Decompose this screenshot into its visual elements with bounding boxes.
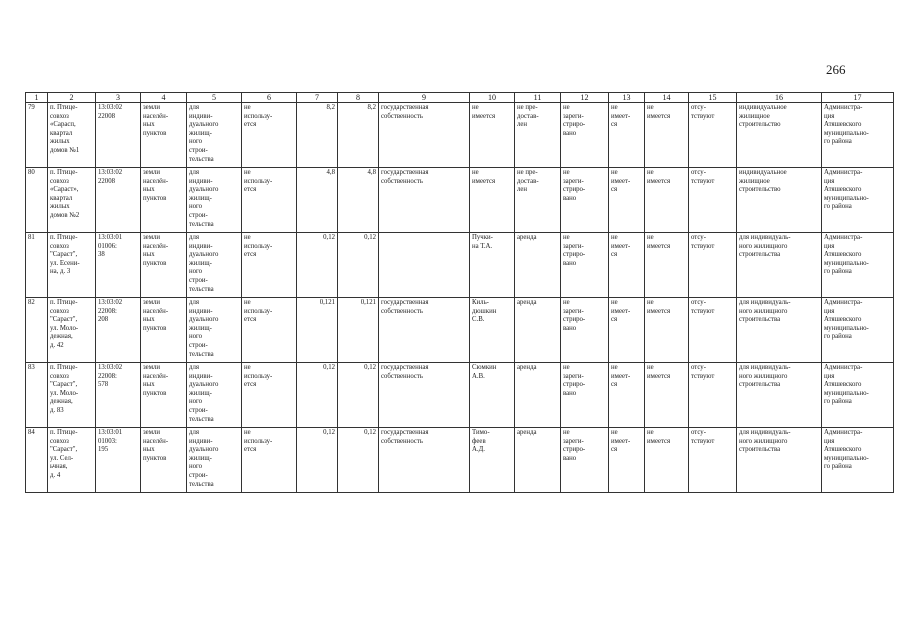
column-number-header: 4: [141, 93, 187, 103]
cell-registration-status: не зареги- стриро- вано: [561, 233, 609, 298]
cell-registration-status: не зареги- стриро- вано: [561, 363, 609, 428]
cell-restriction: не имеется: [645, 298, 689, 363]
column-number-header: 13: [609, 93, 645, 103]
cell-ownership-type: государственная собственность: [379, 363, 470, 428]
column-number-header: 16: [737, 93, 822, 103]
cell-address: п. Птице- совхоз "Сараст", ул. Моло- дежная, д. 42: [48, 298, 96, 363]
table-row: [26, 298, 894, 363]
cell-restriction: не имеется: [645, 428, 689, 493]
cell-encumbrance: не имеет- ся: [609, 233, 645, 298]
cell-address: п. Птице- совхоз "Сараст", ул. Сел- ьчная, д. 4: [48, 428, 96, 493]
cell-address: п. Птице- совхоз «Сараст», квартал жилых домов №2: [48, 168, 96, 233]
cell-area-used: 0,121: [338, 298, 379, 363]
cell-restriction: не имеется: [645, 103, 689, 168]
column-number-header: 14: [645, 93, 689, 103]
cell-lease-status: аренда: [515, 428, 561, 493]
cell-usage-status: не использу- ется: [242, 103, 297, 168]
column-number-header: 2: [48, 93, 96, 103]
cell-ownership-type: [379, 233, 470, 298]
cell-address: п. Птице- совхоз "Сараст", ул. Моло- дежная, д. 83: [48, 363, 96, 428]
cell-row-number: 82: [26, 298, 48, 363]
cell-lease-status: аренда: [515, 363, 561, 428]
cell-area-total: 0,12: [297, 233, 338, 298]
column-number-header: 12: [561, 93, 609, 103]
cell-cadastral-number: 13:03:02 22008: [96, 168, 141, 233]
cell-encumbrance: не имеет- ся: [609, 363, 645, 428]
cell-administrator: Администра- ция Атяшевского муниципально- го района: [822, 233, 894, 298]
table-row: [26, 233, 894, 298]
cell-right-holder: не имеется: [470, 103, 515, 168]
cell-buildings: отсу- тствуют: [689, 103, 737, 168]
cell-administrator: Администра- ция Атяшевского муниципально- го района: [822, 298, 894, 363]
cell-encumbrance: не имеет- ся: [609, 168, 645, 233]
cell-administrator: Администра- ция Атяшевского муниципально- го района: [822, 103, 894, 168]
cell-usage-status: не использу- ется: [242, 168, 297, 233]
cell-registration-status: не зареги- стриро- вано: [561, 298, 609, 363]
cell-intended-use: индивидуальное жилищное строительство: [737, 168, 822, 233]
cell-administrator: Администра- ция Атяшевского муниципально- го района: [822, 428, 894, 493]
table-row: [26, 428, 894, 493]
cell-registration-status: не зареги- стриро- вано: [561, 168, 609, 233]
cell-usage-status: не использу- ется: [242, 428, 297, 493]
cell-permitted-use: для индиви- дуального жилищ- ного строи- тельства: [187, 168, 242, 233]
cell-lease-status: не пре- достав- лен: [515, 103, 561, 168]
cell-row-number: 79: [26, 103, 48, 168]
cell-intended-use: для индивидуаль- ного жилищного строительства: [737, 298, 822, 363]
cell-usage-status: не использу- ется: [242, 363, 297, 428]
cell-lease-status: аренда: [515, 298, 561, 363]
cell-usage-status: не использу- ется: [242, 298, 297, 363]
cell-administrator: Администра- ция Атяшевского муниципально- го района: [822, 168, 894, 233]
cell-area-total: 8,2: [297, 103, 338, 168]
cell-land-category: земли населён- ных пунктов: [141, 428, 187, 493]
cell-land-category: земли населён- ных пунктов: [141, 103, 187, 168]
cell-cadastral-number: 13:03:02 22008: [96, 103, 141, 168]
column-number-header: 17: [822, 93, 894, 103]
column-number-header: 9: [379, 93, 470, 103]
cell-ownership-type: государственная собственность: [379, 168, 470, 233]
cell-land-category: земли населён- ных пунктов: [141, 363, 187, 428]
cell-intended-use: для индивидуаль- ного жилищного строительства: [737, 428, 822, 493]
cell-intended-use: для индивидуаль- ного жилищного строительства: [737, 233, 822, 298]
cell-restriction: не имеется: [645, 168, 689, 233]
page-number: 266: [826, 62, 846, 77]
cell-right-holder: Тимо- феев А.Д.: [470, 428, 515, 493]
cell-land-category: земли населён- ных пунктов: [141, 298, 187, 363]
cell-registration-status: не зареги- стриро- вано: [561, 428, 609, 493]
cell-lease-status: аренда: [515, 233, 561, 298]
cell-area-used: 4,8: [338, 168, 379, 233]
cell-permitted-use: для индиви- дуального жилищ- ного строи- тельства: [187, 298, 242, 363]
cell-buildings: отсу- тствуют: [689, 363, 737, 428]
cell-area-total: 4,8: [297, 168, 338, 233]
cell-ownership-type: государственная собственность: [379, 103, 470, 168]
cell-row-number: 80: [26, 168, 48, 233]
column-number-header: 10: [470, 93, 515, 103]
cell-area-used: 0,12: [338, 233, 379, 298]
cell-address: п. Птице- совхоз "Сараст", ул. Есени- на, д. 3: [48, 233, 96, 298]
cell-row-number: 84: [26, 428, 48, 493]
cell-right-holder: Пучки- на Т.А.: [470, 233, 515, 298]
column-number-row: [26, 93, 894, 103]
cell-land-category: земли населён- ных пунктов: [141, 233, 187, 298]
cell-row-number: 83: [26, 363, 48, 428]
cell-area-used: 0,12: [338, 363, 379, 428]
cell-area-used: 8,2: [338, 103, 379, 168]
table-row: [26, 103, 894, 168]
cell-encumbrance: не имеет- ся: [609, 103, 645, 168]
cell-buildings: отсу- тствуют: [689, 298, 737, 363]
cell-permitted-use: для индиви- дуального жилищ- ного строи- тельства: [187, 363, 242, 428]
cell-usage-status: не использу- ется: [242, 233, 297, 298]
cell-right-holder: не имеется: [470, 168, 515, 233]
table-row: [26, 168, 894, 233]
cell-intended-use: индивидуальное жилищное строительство: [737, 103, 822, 168]
cell-buildings: отсу- тствуют: [689, 168, 737, 233]
cell-area-used: 0,12: [338, 428, 379, 493]
cell-registration-status: не зареги- стриро- вано: [561, 103, 609, 168]
column-number-header: 6: [242, 93, 297, 103]
cell-administrator: Администра- ция Атяшевского муниципально- го района: [822, 363, 894, 428]
cell-permitted-use: для индиви- дуального жилищ- ного строи- тельства: [187, 103, 242, 168]
cell-intended-use: для индивидуаль- ного жилищного строительства: [737, 363, 822, 428]
cell-ownership-type: государственная собственность: [379, 428, 470, 493]
cell-lease-status: не пре- достав- лен: [515, 168, 561, 233]
cell-restriction: не имеется: [645, 363, 689, 428]
cell-address: п. Птице- совхоз «Сарасп, квартал жилых домов №1: [48, 103, 96, 168]
column-number-header: 5: [187, 93, 242, 103]
cell-area-total: 0,12: [297, 428, 338, 493]
cell-row-number: 81: [26, 233, 48, 298]
cell-encumbrance: не имеет- ся: [609, 298, 645, 363]
cell-permitted-use: для индиви- дуального жилищ- ного строи- тельства: [187, 233, 242, 298]
cell-area-total: 0,12: [297, 363, 338, 428]
column-number-header: 7: [297, 93, 338, 103]
column-number-header: 1: [26, 93, 48, 103]
cell-permitted-use: для индиви- дуального жилищ- ного строи- тельства: [187, 428, 242, 493]
column-number-header: 15: [689, 93, 737, 103]
cell-area-total: 0,121: [297, 298, 338, 363]
cell-restriction: не имеется: [645, 233, 689, 298]
cell-cadastral-number: 13:03:01 01003: 195: [96, 428, 141, 493]
column-number-header: 3: [96, 93, 141, 103]
cell-cadastral-number: 13:03:02 22008: 578: [96, 363, 141, 428]
cell-buildings: отсу- тствуют: [689, 428, 737, 493]
cell-right-holder: Киль- дюшкин С.В.: [470, 298, 515, 363]
cell-buildings: отсу- тствуют: [689, 233, 737, 298]
cell-right-holder: Сюмкин А.В.: [470, 363, 515, 428]
cell-encumbrance: не имеет- ся: [609, 428, 645, 493]
land-registry-table: [25, 92, 894, 493]
cell-cadastral-number: 13:03:02 22008: 208: [96, 298, 141, 363]
cell-cadastral-number: 13:03:01 01006: 38: [96, 233, 141, 298]
table-row: [26, 363, 894, 428]
cell-land-category: земли населён- ных пунктов: [141, 168, 187, 233]
column-number-header: 11: [515, 93, 561, 103]
cell-ownership-type: государственная собственность: [379, 298, 470, 363]
column-number-header: 8: [338, 93, 379, 103]
